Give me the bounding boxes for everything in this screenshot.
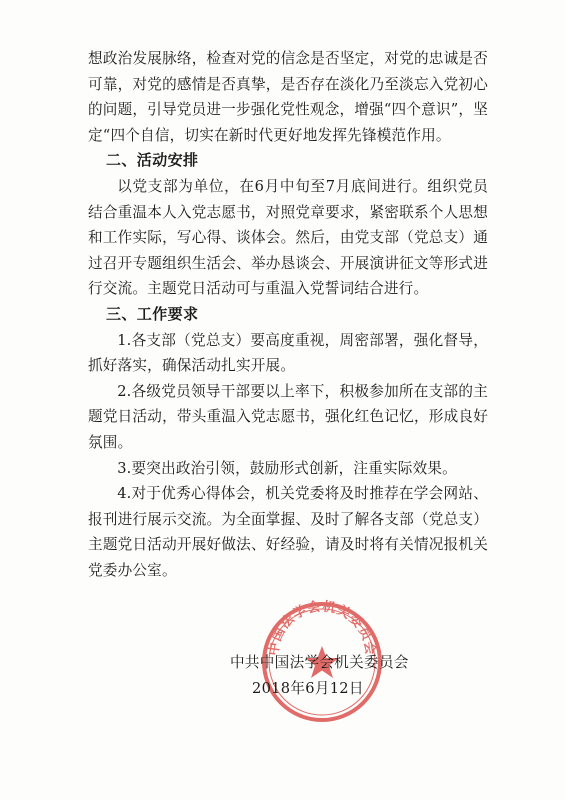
seal-arc-text: 中国法学会机关委员会 (266, 599, 378, 657)
section-heading-work-requirements: 三、工作要求 (106, 304, 199, 323)
issue-date: 2018年6月12日 (252, 680, 364, 697)
requirement-item-4: 4.对于优秀心得体会，机关党委将及时推荐在学会网站、报刊进行展示交流。为全面掌握、及时了解各支部（党总支）主题党日活动开展好做法、好经验，请及时将有关情况报机关党委办公室。 (88, 485, 488, 579)
requirement-item-2: 2.各级党员领导干部要以上率下，积极参加所在支部的主题党日活动，带头重温入党志愿书，强化红色记忆，形成良好氛围。 (88, 382, 488, 451)
paragraph-activity-arrangement: 以党支部为单位，在6月中旬至7月底间进行。组织党员结合重温本人入党志愿书，对照党章要求，紧密联系个人思想和工作实际，写心得、谈体会。然后，由党支部（党总支）通过召开专题组织生活会、举办恳谈会、开展演讲征文等形式进行交流。主题党日活动可与重温入党誓词结合进行。 (88, 177, 488, 298)
issuing-organization: 中共中国法学会机关委员会 (230, 654, 409, 671)
requirement-item-1: 1.各支部（党总支）要高度重视，周密部署，强化督导，抓好落实，确保活动扎实开展。 (88, 331, 488, 375)
paragraph-intro-continuation: 想政治发展脉络，检查对党的信念是否坚定，对党的忠诚是否可靠，对党的感情是否真挚，是否存在淡化乃至淡忘入党初心的问题，引导党员进一步强化党性观念，增强“四个意识”，坚定“四个自信，切实在新时代更好地发挥先锋模范作用。 (88, 50, 488, 144)
section-heading-activity-arrangement: 二、活动安排 (106, 151, 199, 170)
document-body (88, 46, 488, 583)
requirement-item-3: 3.要突出政治引领，鼓励形式创新，注重实际效果。 (117, 459, 457, 477)
signature-block (230, 650, 470, 702)
